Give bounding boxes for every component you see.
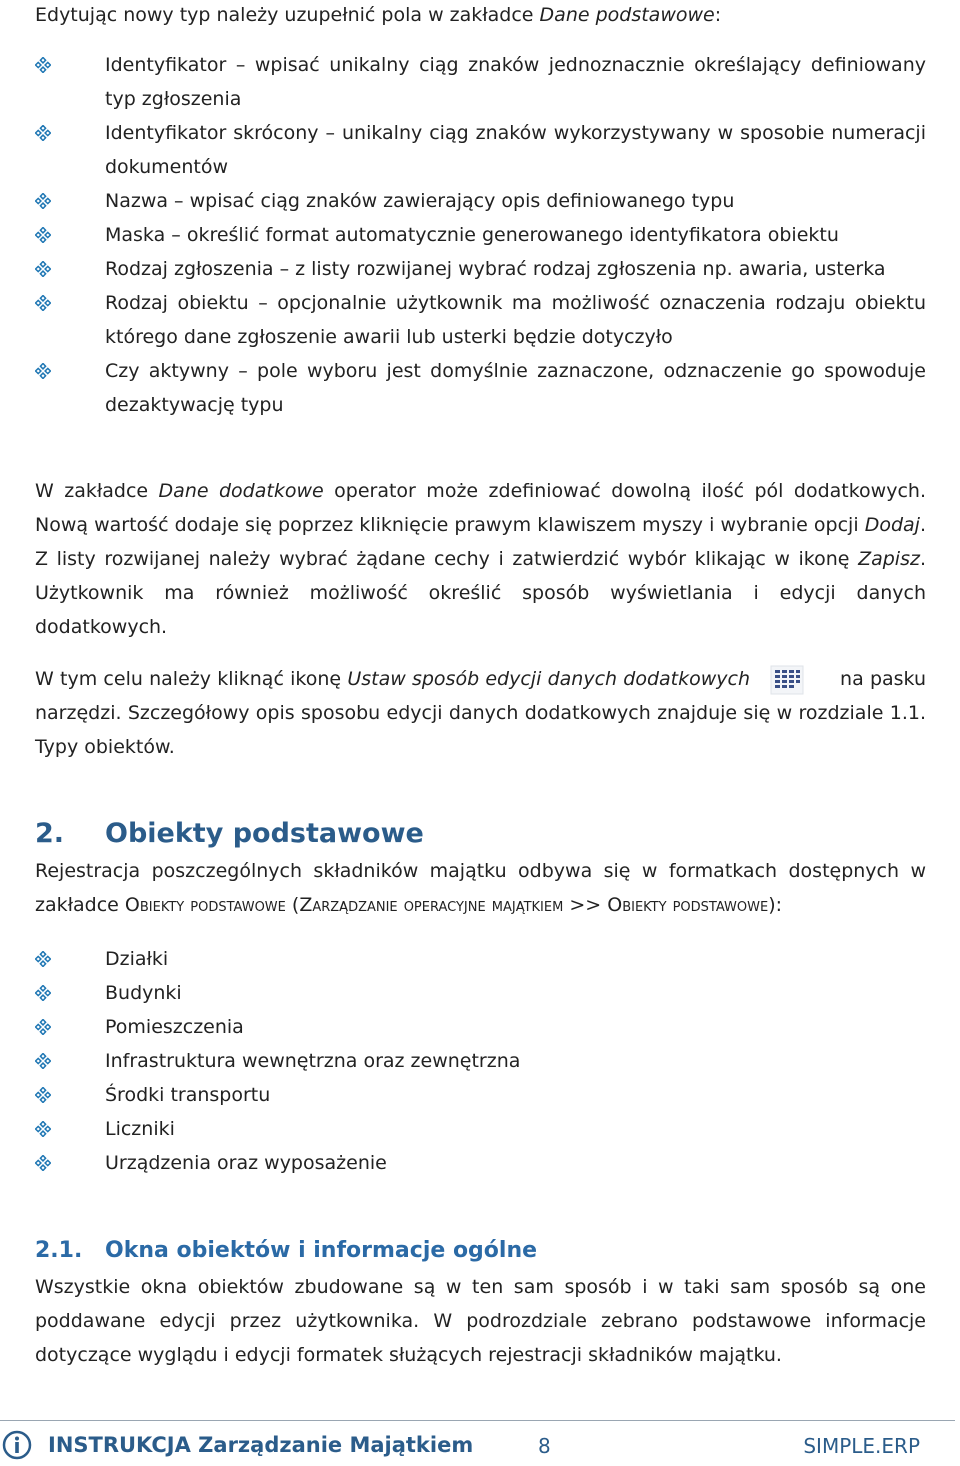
object-types-list [35, 942, 926, 1180]
diamond-bullet-icon [35, 976, 69, 1010]
field-item [35, 354, 926, 422]
field-item-text: Identyfikator – wpisać unikalny ciąg znaków jednoznacznie określający definiowany typ zgłoszenia [105, 54, 926, 110]
p2-text-4: . Użytkownik ma również możliwość określić sposób wyświetlania i edycji danych dodatkowych. [35, 548, 926, 638]
object-type-item-text: Środki transportu [105, 1084, 271, 1106]
p2-text-2: operator może zdefiniować dowolną ilość pól dodatkowych. Nową wartość dodaje się poprzez kliknięcie prawym klawiszem myszy i wybranie opcji [35, 480, 926, 536]
diamond-bullet-icon [35, 218, 69, 252]
p3-text-2: na pasku narzędzi. Szczegółowy opis sposobu edycji danych dodatkowych znajduje się w rozdziale 1.1. Typy obiektów. [35, 668, 927, 758]
footer-divider [0, 1420, 955, 1421]
diamond-bullet-icon [35, 1010, 69, 1044]
p2-text-1: W zakładce [35, 480, 159, 502]
object-type-item [35, 1044, 926, 1078]
object-type-item-text: Działki [105, 948, 169, 970]
field-item-text: Czy aktywny – pole wyboru jest domyślnie zaznaczone, odznaczenie go spowoduje dezaktywację typu [105, 360, 926, 416]
s2-paren-close: ): [768, 894, 783, 916]
p2-italic-save: Zapisz [858, 548, 920, 570]
diamond-bullet-icon [35, 942, 69, 976]
diamond-bullet-icon [35, 1112, 69, 1146]
field-item [35, 48, 926, 116]
object-type-item [35, 1112, 926, 1146]
section-2-heading [35, 814, 424, 854]
field-item [35, 218, 926, 252]
field-item-text: Identyfikator skrócony – unikalny ciąg znaków wykorzystywany w sposobie numeracji dokumentów [105, 122, 926, 178]
field-item-text: Rodzaj obiektu – opcjonalnie użytkownik ma możliwość oznaczenia rodzaju obiektu którego dane zgłoszenie awarii lub usterki będzie dotyczyło [105, 292, 926, 348]
diamond-bullet-icon [35, 1044, 69, 1078]
p2-text-3: . Z listy rozwijanej należy wybrać żądane cechy i zatwierdzić wybór klikając w ikonę [35, 514, 926, 570]
diamond-bullet-icon [35, 1146, 69, 1180]
diamond-bullet-icon [35, 116, 69, 150]
object-type-item [35, 1146, 926, 1180]
page-number: 8 [538, 1434, 551, 1458]
object-type-item [35, 1078, 926, 1112]
section-2-title: Obiekty podstawowe [105, 818, 424, 849]
object-type-item-text: Urządzenia oraz wyposażenie [105, 1152, 387, 1174]
section-2-1-number: 2.1. [35, 1238, 83, 1263]
edit-method-paragraph [35, 662, 926, 764]
footer-brand: SIMPLE.ERP [803, 1434, 920, 1458]
intro-paragraph [35, 0, 926, 32]
intro-tail: : [714, 4, 722, 26]
field-item-text: Maska – określić format automatycznie generowanego identyfikatora obiektu [105, 224, 839, 246]
object-type-item-text: Budynki [105, 982, 182, 1004]
diamond-bullet-icon [35, 184, 69, 218]
s2-menu-path-3: Obiekty podstawowe [607, 894, 769, 916]
object-type-item [35, 1010, 926, 1044]
object-type-item-text: Infrastruktura wewnętrzna oraz zewnętrzna [105, 1050, 521, 1072]
diamond-bullet-icon [35, 1078, 69, 1112]
diamond-bullet-icon [35, 354, 69, 388]
field-item [35, 184, 926, 218]
field-item [35, 286, 926, 354]
s2-menu-path-2: Zarządzanie operacyjne majątkiem [299, 894, 564, 916]
section-2-1-heading [35, 1234, 537, 1268]
s2-arrow: >> [563, 894, 608, 916]
p3-text-1: W tym celu należy kliknąć ikonę [35, 668, 348, 690]
s2-paren-open: ( [285, 894, 300, 916]
object-type-item-text: Liczniki [105, 1118, 175, 1140]
diamond-bullet-icon [35, 48, 69, 82]
object-type-item [35, 942, 926, 976]
page-footer [0, 1422, 955, 1466]
diamond-bullet-icon [35, 252, 69, 286]
s2-menu-path-1: Obiekty podstawowe [124, 894, 286, 916]
info-icon [2, 1430, 32, 1464]
diamond-bullet-icon [35, 286, 69, 320]
field-item-text: Rodzaj zgłoszenia – z listy rozwijanej wybrać rodzaj zgłoszenia np. awaria, usterka [105, 258, 886, 280]
field-item-text: Nazwa – wpisać ciąg znaków zawierający opis definiowanego typu [105, 190, 735, 212]
field-item [35, 116, 926, 184]
p3-italic-icon-name: Ustaw sposób edycji danych dodatkowych [347, 668, 751, 690]
p2-italic-add: Dodaj [864, 514, 920, 536]
intro-italic: Dane podstawowe [539, 4, 715, 26]
edit-layout-grid-icon [770, 665, 804, 695]
field-item [35, 252, 926, 286]
s2-text-start: Rejestracja poszczególnych składników majątku odbywa się w formatkach dostępnych w zakładce [35, 860, 926, 916]
footer-title: INSTRUKCJA Zarządzanie Majątkiem [48, 1433, 474, 1457]
section-2-1-paragraph: Wszystkie okna obiektów zbudowane są w ten sam sposób i w taki sam sposób są one poddawane edycji przez użytkownika. W podrozdziale zebrano podstawowe informacje dotyczące wyglądu i edycji formatek służących rejestracji składników majątku. [35, 1276, 926, 1366]
section-2-number: 2. [35, 818, 65, 849]
object-type-item-text: Pomieszczenia [105, 1016, 244, 1038]
section-2-paragraph [35, 854, 926, 922]
object-type-item [35, 976, 926, 1010]
field-list [35, 48, 926, 422]
p2-italic-tab: Dane dodatkowe [158, 480, 324, 502]
section-2-1-title: Okna obiektów i informacje ogólne [105, 1238, 538, 1263]
intro-text: Edytując nowy typ należy uzupełnić pola w zakładce [35, 4, 540, 26]
additional-data-paragraph [35, 474, 926, 644]
